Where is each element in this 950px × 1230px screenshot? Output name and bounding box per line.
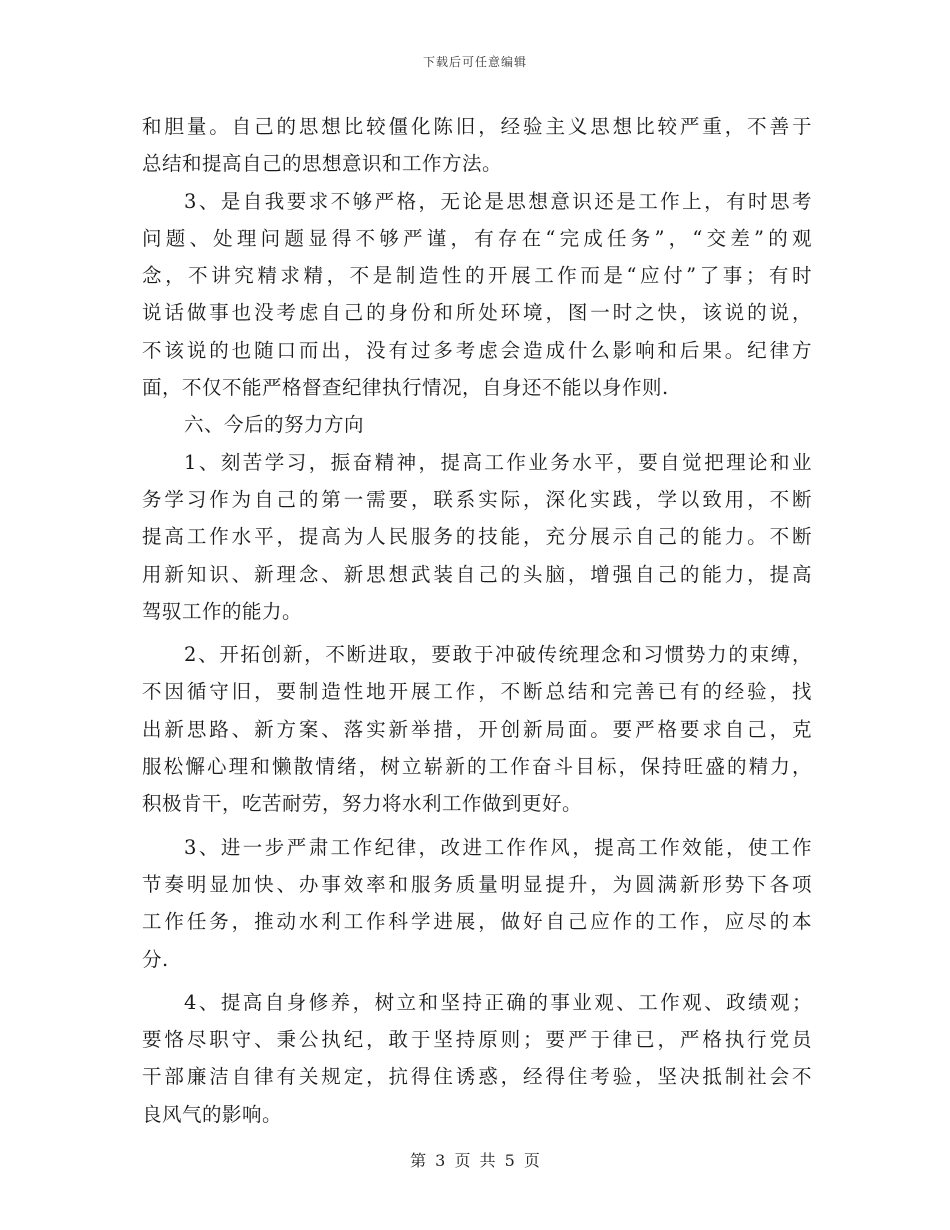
text-line: 用新知识、新理念、新思想武装自己的头脑，增强自己的能力，提高 <box>142 562 812 586</box>
text-line: 良风气的影响。 <box>142 1102 283 1126</box>
paragraph-item-1-study <box>142 444 812 630</box>
text-line: 4、提高自身修养，树立和坚持正确的事业观、工作观、政绩观； <box>184 990 812 1014</box>
text-line: 驾驭工作的能力。 <box>142 599 303 623</box>
text-line: 服松懈心理和懒散情绪，树立崭新的工作奋斗目标，保持旺盛的精力， <box>142 755 812 779</box>
page-header: 下载后可任意编辑 <box>422 55 527 69</box>
text-line: 说话做事也没考虑自己的身份和所处环境，图一时之快，该说的说， <box>142 301 812 325</box>
text-line: 问题、处理问题显得不够严谨，有存在“完成任务”，“交差”的观 <box>142 226 812 250</box>
paragraph-item-3-discipline <box>142 829 812 978</box>
text-line: 面，不仅不能严格督查纪律执行情况，自身还不能以身作则. <box>142 376 669 400</box>
text-line: 要恪尽职守、秉公执纪，敢于坚持原则；要严于律已，严格执行党员 <box>142 1028 812 1052</box>
section-title: 六、今后的努力方向 <box>184 413 365 437</box>
text-line: 出新思路、新方案、落实新举措，开创新局面。要严格要求自己，克 <box>142 717 812 741</box>
document-body <box>142 108 812 1133</box>
text-line: 3、进一步严肃工作纪律，改进工作作风，提高工作效能，使工作 <box>184 835 812 859</box>
section-heading-6 <box>142 406 812 443</box>
text-line: 提高工作水平，提高为人民服务的技能，充分展示自己的能力。不断 <box>142 525 812 549</box>
text-line: 和胆量。自己的思想比较僵化陈旧，经验主义思想比较严重，不善于 <box>142 115 812 138</box>
text-line: 1、刻苦学习，振奋精神，提高工作业务水平，要自觉把理论和业 <box>184 450 812 474</box>
text-line: 念，不讲究精求精，不是制造性的开展工作而是“应付”了事；有时 <box>142 264 812 288</box>
text-line: 积极肯干，吃苦耐劳，努力将水利工作做到更好。 <box>142 792 583 816</box>
text-line: 不该说的也随口而出，没有过多考虑会造成什么影响和后果。纪律方 <box>142 338 812 362</box>
text-line: 总结和提高自己的思想意识和工作方法。 <box>142 152 503 176</box>
page-number-footer: 第 3 页 共 5 页 <box>410 1151 540 1170</box>
text-line: 务学习作为自己的第一需要，联系实际，深化实践，学以致用，不断 <box>142 487 812 511</box>
text-line: 3、是自我要求不够严格，无论是思想意识还是工作上，有时思考 <box>184 189 812 213</box>
text-line: 干部廉洁自律有关规定，抗得住诱惑，经得住考验，坚决抵制社会不 <box>142 1065 812 1089</box>
text-line: 不因循守旧，要制造性地开展工作，不断总结和完善已有的经验，找 <box>142 680 812 704</box>
text-line: 工作任务，推动水利工作科学进展，做好自己应作的工作，应尽的本 <box>142 910 812 934</box>
paragraph-continuation <box>142 108 812 183</box>
paragraph-item-3-strictness <box>142 183 812 407</box>
text-line: 分. <box>142 947 169 971</box>
paragraph-item-2-innovation <box>142 636 812 822</box>
text-line: 节奏明显加快、办事效率和服务质量明显提升，为圆满新形势下各项 <box>142 872 812 896</box>
paragraph-item-4-cultivation <box>142 984 812 1133</box>
text-line: 2、开拓创新，不断进取，要敢于冲破传统理念和习惯势力的束缚， <box>184 643 812 667</box>
